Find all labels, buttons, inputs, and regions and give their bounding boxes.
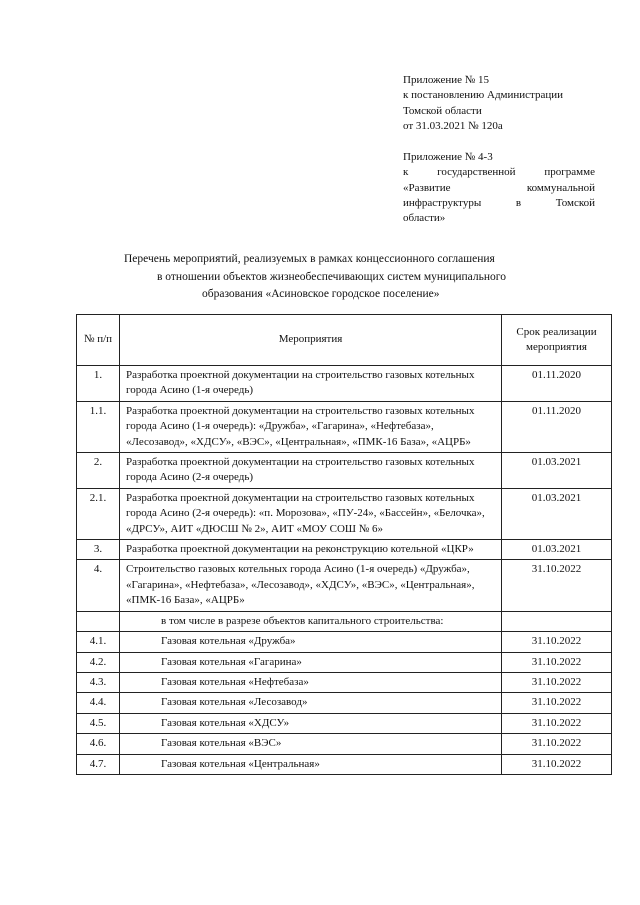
cell-name: Газовая котельная «ХДСУ» (120, 713, 502, 733)
cell-date: 31.10.2022 (502, 734, 612, 754)
header-date: Срок реализации мероприятия (502, 315, 612, 366)
table-row (77, 401, 612, 452)
appendix-15-number: Приложение № 15 (403, 74, 490, 86)
cell-name: Разработка проектной документации на реконструкцию котельной «ЦКР» (120, 540, 502, 560)
cell-date: 01.03.2021 (502, 488, 612, 539)
appendix-4-3-line2: к государственной программе (403, 166, 595, 179)
cell-num: 4.7. (77, 754, 120, 774)
cell-name: Газовая котельная «Нефтебаза» (120, 672, 502, 692)
cell-date: 01.03.2021 (502, 453, 612, 489)
cell-num: 4.4. (77, 693, 120, 713)
cell-num: 4. (77, 560, 120, 611)
cell-num: 1. (77, 366, 120, 402)
table-row (77, 693, 612, 713)
table-row (77, 453, 612, 489)
cell-num: 2.1. (77, 488, 120, 539)
cell-name: Газовая котельная «Гагарина» (120, 652, 502, 672)
appendix-4-3-line4: инфраструктуры в Томской (403, 196, 595, 209)
appendix-4-3-header (403, 150, 595, 226)
appendix-4-3-line3: «Развитие коммунальной (403, 181, 595, 194)
cell-name: Разработка проектной документации на строительство газовых котельных города Асино (2-я очередь) (120, 453, 502, 489)
appendix-15-line2: к постановлению Администрации (403, 89, 564, 102)
cell-name: Разработка проектной документации на строительство газовых котельных города Асино (1-я очередь): «Дружба», «Гагарина», «Нефтебаза», «Лесозавод», «ХДСУ», «ВЭС», «Центральная», «ПМК-16 База», «АЦРБ» (120, 401, 502, 452)
table-row (77, 488, 612, 539)
cell-empty (502, 611, 612, 631)
cell-name: Газовая котельная «Дружба» (120, 632, 502, 652)
table-row (77, 560, 612, 611)
cell-num: 4.2. (77, 652, 120, 672)
cell-date: 31.10.2022 (502, 652, 612, 672)
cell-name: Строительство газовых котельных города Асино (1-я очередь) «Дружба», «Гагарина», «Нефтебаза», «Лесозавод», «ХДСУ», «ВЭС», «Центральная», «ПМК-16 База», «АЦРБ» (120, 560, 502, 611)
cell-num: 1.1. (77, 401, 120, 452)
cell-date: 31.10.2022 (502, 693, 612, 713)
appendix-4-3-line5: области» (403, 212, 446, 225)
table-header-row (77, 315, 612, 366)
subheader-text: в том числе в разрезе объектов капитального строительства: (120, 611, 502, 631)
title-line-2: в отношении объектов жизнеобеспечивающих систем муниципального (157, 270, 506, 283)
cell-num: 4.1. (77, 632, 120, 652)
measures-table (76, 314, 612, 775)
table-row (77, 366, 612, 402)
cell-name: Газовая котельная «Центральная» (120, 754, 502, 774)
appendix-15-date: от 31.03.2021 № 120а (403, 119, 503, 132)
cell-name: Разработка проектной документации на строительство газовых котельных города Асино (2-я очередь): «п. Морозова», «ПУ-24», «Бассейн», «Белочка», «ДРСУ», АИТ «ДЮСШ № 2», АИТ «МОУ СОШ № 6» (120, 488, 502, 539)
document-title (80, 251, 610, 304)
table-row (77, 734, 612, 754)
header-num: № п/п (77, 315, 120, 366)
cell-name: Разработка проектной документации на строительство газовых котельных города Асино (1-я очередь) (120, 366, 502, 402)
table-row (77, 632, 612, 652)
table-row (77, 652, 612, 672)
cell-empty (77, 611, 120, 631)
cell-date: 31.10.2022 (502, 632, 612, 652)
cell-name: Газовая котельная «ВЭС» (120, 734, 502, 754)
appendix-15-line3: Томской области (403, 104, 482, 117)
table-row (77, 672, 612, 692)
appendix-4-3-number: Приложение № 4-3 (403, 151, 493, 163)
cell-num: 4.6. (77, 734, 120, 754)
cell-date: 01.11.2020 (502, 401, 612, 452)
cell-date: 31.10.2022 (502, 754, 612, 774)
appendix-15-header (403, 73, 595, 134)
cell-date: 01.11.2020 (502, 366, 612, 402)
table-row (77, 713, 612, 733)
table-row (77, 540, 612, 560)
cell-num: 3. (77, 540, 120, 560)
cell-num: 4.3. (77, 672, 120, 692)
cell-date: 01.03.2021 (502, 540, 612, 560)
header-name: Мероприятия (120, 315, 502, 366)
cell-num: 2. (77, 453, 120, 489)
title-line-1: Перечень мероприятий, реализуемых в рамках концессионного соглашения (124, 253, 495, 265)
subheader-row (77, 611, 612, 631)
cell-date: 31.10.2022 (502, 672, 612, 692)
cell-name: Газовая котельная «Лесозавод» (120, 693, 502, 713)
table-row (77, 754, 612, 774)
cell-date: 31.10.2022 (502, 560, 612, 611)
title-line-3: образования «Асиновское городское поселение» (202, 288, 440, 300)
cell-num: 4.5. (77, 713, 120, 733)
cell-date: 31.10.2022 (502, 713, 612, 733)
